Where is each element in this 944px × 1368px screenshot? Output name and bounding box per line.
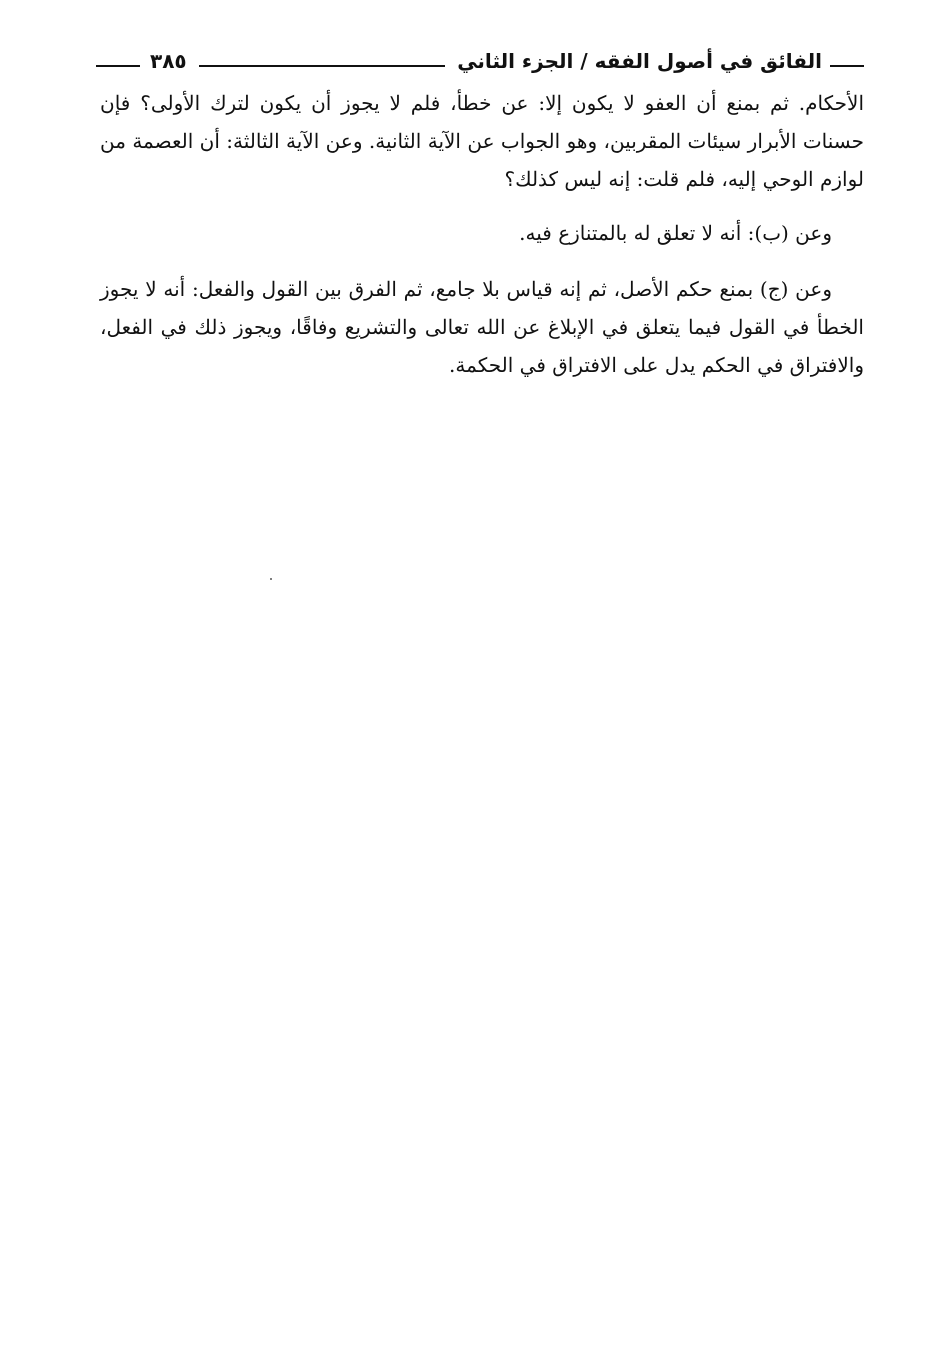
paragraph: وعن (ب): أنه لا تعلق له بالمتنازع فيه. [519,221,832,245]
paragraph: الأحكام. ثم بمنع أن العفو لا يكون إلا: عن خطأ، فلم لا يجوز أن يكون لترك الأولى؟ فإن حسنات الأبرار سيئات المقربين، وهو الجواب عن الآية الثانية. وعن الآية الثالثة: أن العصمة من لوازم الوحي إليه، فلم قلت: إنه ليس كذلك؟ [100,91,864,191]
running-header [96,44,864,78]
header-rule-start [830,65,864,67]
print-speck [270,578,272,580]
body-text [100,84,864,402]
header-rule-middle [199,65,446,67]
header-title: الفائق في أصول الفقه / الجزء الثاني [457,49,822,73]
page-number: ٣٨٥ [150,49,187,73]
header-rule-end [96,65,140,67]
paragraph: وعن (ج) بمنع حكم الأصل، ثم إنه قياس بلا جامع، ثم الفرق بين القول والفعل: أنه لا يجوز الخطأ في القول فيما يتعلق في الإبلاغ عن الله تعالى والتشريع وفاقًا، ويجوز ذلك في الفعل، والافتراق في الحكم يدل على الافتراق في الحكمة. [100,277,864,377]
